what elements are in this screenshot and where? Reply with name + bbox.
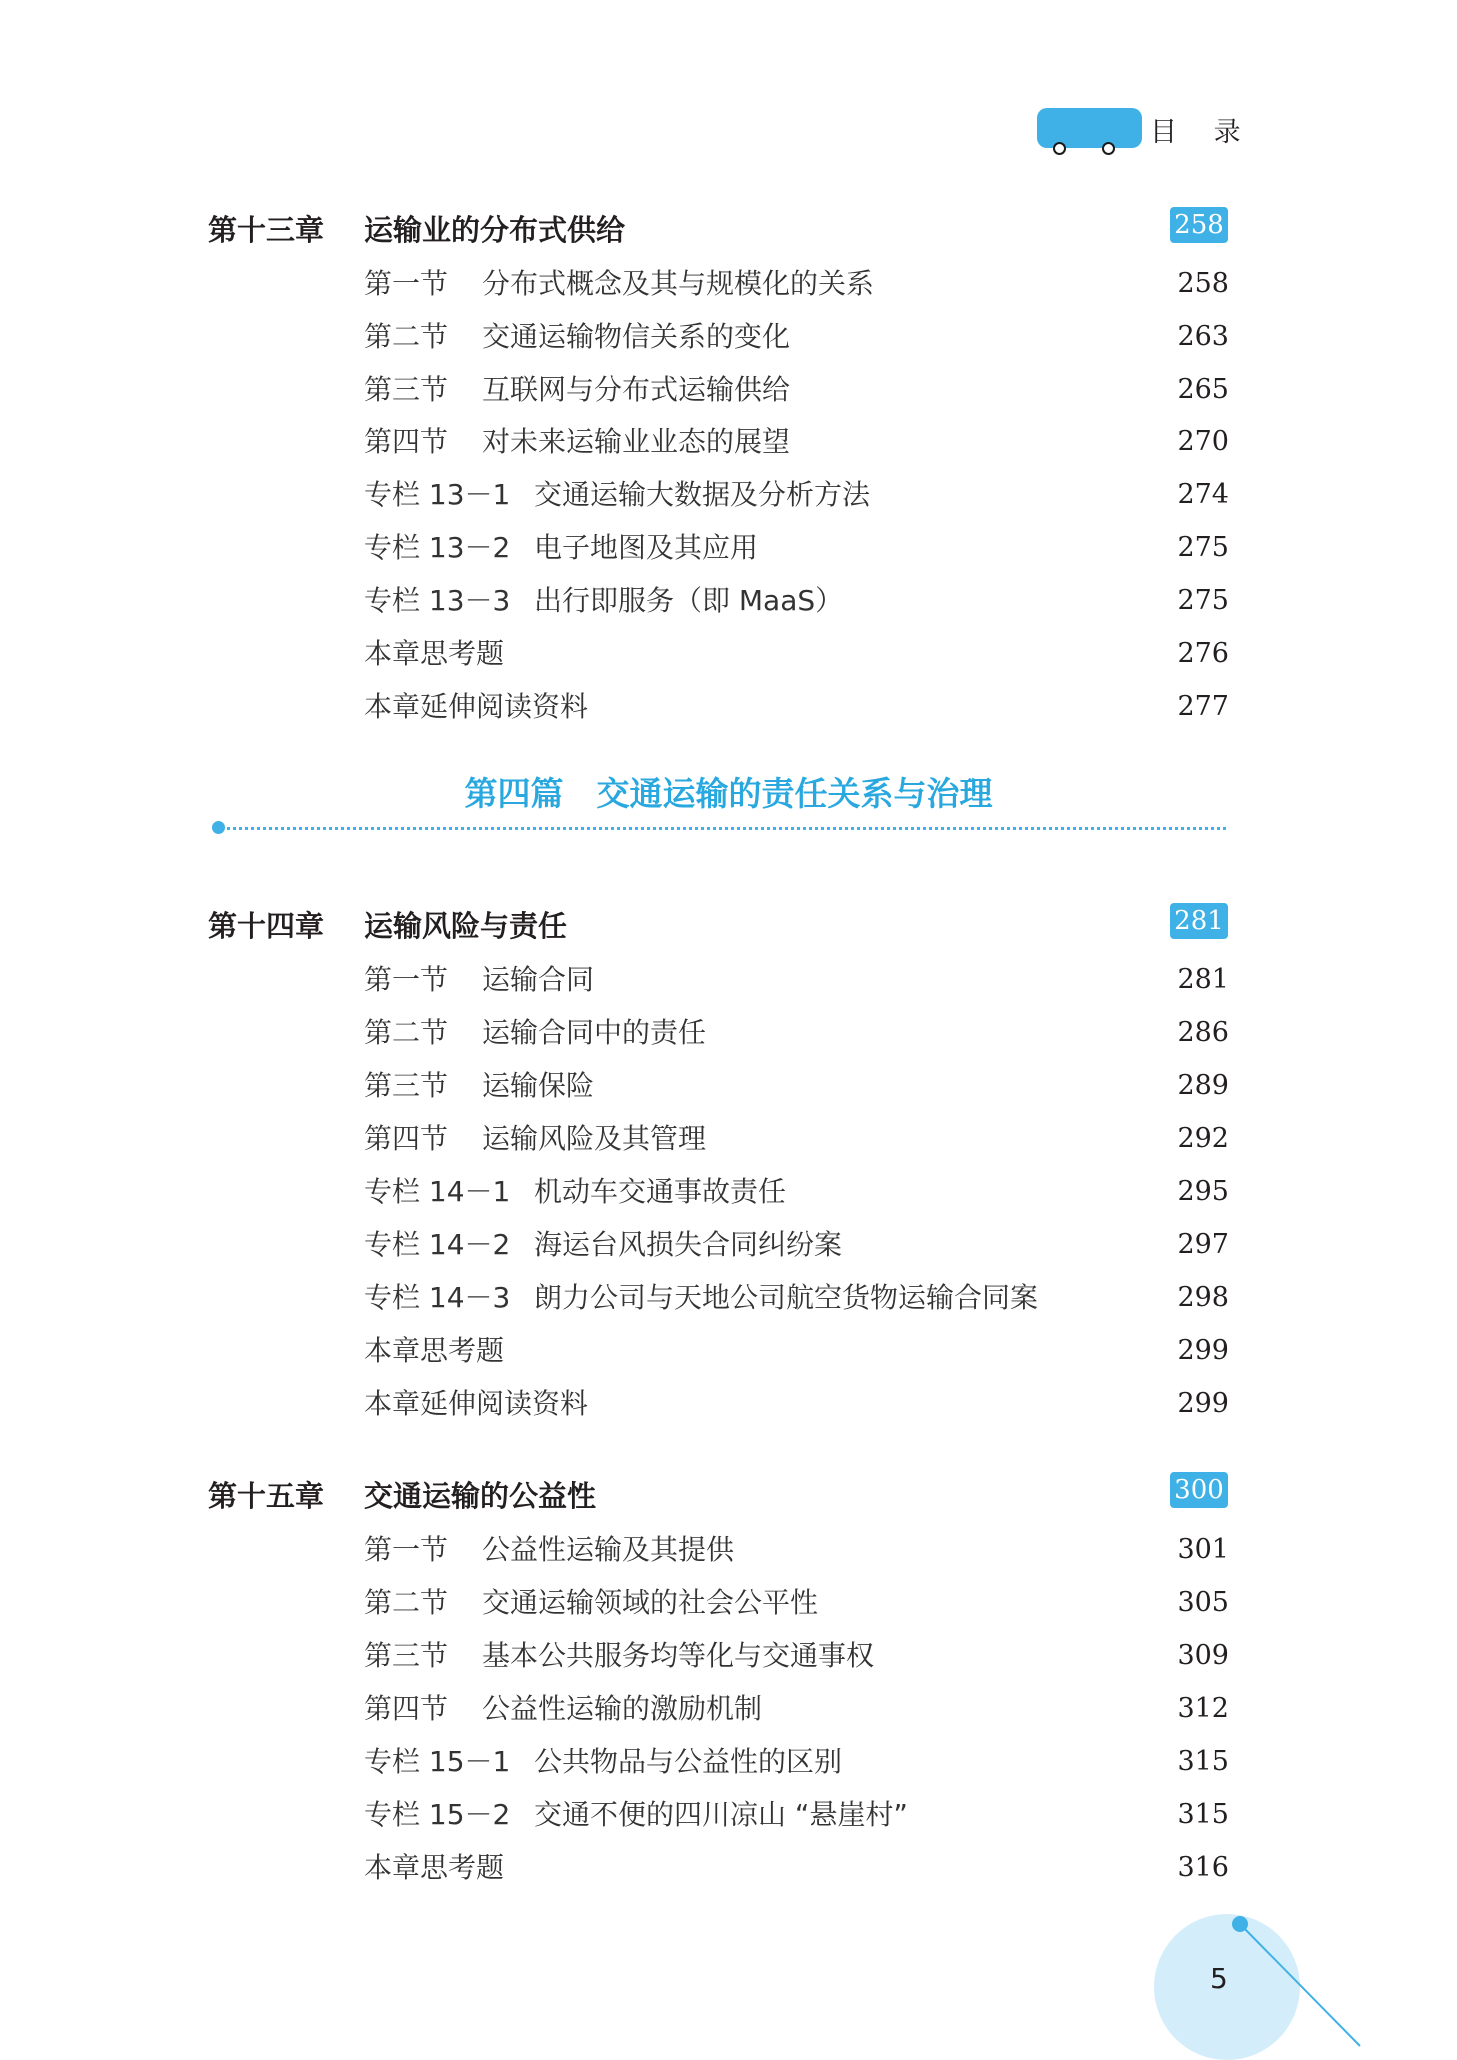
chapter-label[interactable]: 第十五章 xyxy=(208,1479,325,1513)
header-wheel-icon xyxy=(1102,142,1115,155)
dotted-divider xyxy=(220,827,1226,830)
box-page[interactable]: 298 xyxy=(1177,1282,1229,1313)
box-title[interactable]: 朗力公司与天地公司航空货物运输合同案 xyxy=(534,1281,1039,1314)
section-label: 第三节 xyxy=(364,1069,449,1102)
box-label: 专栏 15－2 xyxy=(364,1798,511,1831)
box-title[interactable]: 电子地图及其应用 xyxy=(534,531,759,564)
box-title[interactable]: 交通不便的四川凉山 “悬崖村” xyxy=(534,1798,908,1831)
box-label: 专栏 13－2 xyxy=(364,531,511,564)
part-title[interactable]: 第四篇 交通运输的责任关系与治理 xyxy=(464,774,993,813)
section-label: 第一节 xyxy=(364,1533,449,1566)
box-page[interactable]: 275 xyxy=(1177,532,1229,563)
chapter-title[interactable]: 运输风险与责任 xyxy=(364,909,568,943)
questions-page[interactable]: 276 xyxy=(1177,638,1229,669)
section-title[interactable]: 互联网与分布式运输供给 xyxy=(482,373,791,406)
reading-title[interactable]: 本章延伸阅读资料 xyxy=(364,1387,589,1420)
section-page[interactable]: 270 xyxy=(1177,426,1229,457)
section-label: 第一节 xyxy=(364,963,449,996)
questions-title[interactable]: 本章思考题 xyxy=(364,1334,505,1367)
box-page[interactable]: 295 xyxy=(1177,1176,1229,1207)
section-page[interactable]: 289 xyxy=(1177,1070,1229,1101)
section-title[interactable]: 运输风险及其管理 xyxy=(482,1122,707,1155)
chapter-page-badge[interactable]: 300 xyxy=(1170,1472,1228,1508)
box-title[interactable]: 出行即服务（即 MaaS） xyxy=(534,584,844,617)
header-title: 目 录 xyxy=(1150,117,1255,148)
section-label: 第一节 xyxy=(364,267,449,300)
page-number: 5 xyxy=(1210,1962,1228,1995)
chapter-title[interactable]: 交通运输的公益性 xyxy=(364,1479,597,1513)
section-title[interactable]: 运输合同中的责任 xyxy=(482,1016,707,1049)
section-page[interactable]: 309 xyxy=(1177,1640,1229,1671)
reading-page[interactable]: 277 xyxy=(1177,691,1229,722)
questions-title[interactable]: 本章思考题 xyxy=(364,637,505,670)
box-label: 专栏 14－1 xyxy=(364,1175,511,1208)
corner-diagonal-line-decoration xyxy=(1230,1914,1370,2048)
questions-page[interactable]: 299 xyxy=(1177,1335,1229,1366)
section-label: 第四节 xyxy=(364,425,449,458)
section-title[interactable]: 对未来运输业业态的展望 xyxy=(482,425,791,458)
reading-page[interactable]: 299 xyxy=(1177,1388,1229,1419)
questions-title[interactable]: 本章思考题 xyxy=(364,1851,505,1884)
section-page[interactable]: 258 xyxy=(1177,268,1229,299)
reading-title[interactable]: 本章延伸阅读资料 xyxy=(364,690,589,723)
box-label: 专栏 13－3 xyxy=(364,584,511,617)
section-label: 第二节 xyxy=(364,1016,449,1049)
box-page[interactable]: 275 xyxy=(1177,585,1229,616)
chapter-page-badge[interactable]: 258 xyxy=(1170,207,1228,243)
chapter-label[interactable]: 第十三章 xyxy=(208,213,325,247)
chapter-page-badge[interactable]: 281 xyxy=(1170,903,1228,939)
section-title[interactable]: 公益性运输及其提供 xyxy=(482,1533,735,1566)
section-page[interactable]: 312 xyxy=(1177,1693,1229,1724)
section-title[interactable]: 运输合同 xyxy=(482,963,595,996)
box-label: 专栏 14－3 xyxy=(364,1281,511,1314)
box-page[interactable]: 274 xyxy=(1177,479,1229,510)
box-title[interactable]: 交通运输大数据及分析方法 xyxy=(534,478,871,511)
chapter-title[interactable]: 运输业的分布式供给 xyxy=(364,213,626,247)
section-page[interactable]: 305 xyxy=(1177,1587,1229,1618)
box-title[interactable]: 海运台风损失合同纠纷案 xyxy=(534,1228,843,1261)
box-page[interactable]: 297 xyxy=(1177,1229,1229,1260)
section-title[interactable]: 公益性运输的激励机制 xyxy=(482,1692,763,1725)
header-tab-decoration xyxy=(1037,108,1142,148)
section-title[interactable]: 运输保险 xyxy=(482,1069,595,1102)
section-page[interactable]: 292 xyxy=(1177,1123,1229,1154)
corner-dot-icon xyxy=(1232,1916,1248,1932)
section-page[interactable]: 301 xyxy=(1177,1534,1229,1565)
section-title[interactable]: 分布式概念及其与规模化的关系 xyxy=(482,267,875,300)
section-page[interactable]: 265 xyxy=(1177,374,1229,405)
section-title[interactable]: 交通运输物信关系的变化 xyxy=(482,320,791,353)
section-title[interactable]: 交通运输领域的社会公平性 xyxy=(482,1586,819,1619)
section-title[interactable]: 基本公共服务均等化与交通事权 xyxy=(482,1639,875,1672)
section-label: 第二节 xyxy=(364,1586,449,1619)
box-title[interactable]: 公共物品与公益性的区别 xyxy=(534,1745,843,1778)
section-page[interactable]: 263 xyxy=(1177,321,1229,352)
section-label: 第三节 xyxy=(364,373,449,406)
box-label: 专栏 14－2 xyxy=(364,1228,511,1261)
box-label: 专栏 13－1 xyxy=(364,478,511,511)
box-page[interactable]: 315 xyxy=(1177,1799,1229,1830)
section-label: 第四节 xyxy=(364,1692,449,1725)
box-page[interactable]: 315 xyxy=(1177,1746,1229,1777)
box-title[interactable]: 机动车交通事故责任 xyxy=(534,1175,787,1208)
questions-page[interactable]: 316 xyxy=(1177,1852,1229,1883)
section-label: 第三节 xyxy=(364,1639,449,1672)
box-label: 专栏 15－1 xyxy=(364,1745,511,1778)
section-label: 第四节 xyxy=(364,1122,449,1155)
section-page[interactable]: 286 xyxy=(1177,1017,1229,1048)
chapter-label[interactable]: 第十四章 xyxy=(208,909,325,943)
section-page[interactable]: 281 xyxy=(1177,964,1229,995)
section-label: 第二节 xyxy=(364,320,449,353)
header-wheel-icon xyxy=(1053,142,1066,155)
